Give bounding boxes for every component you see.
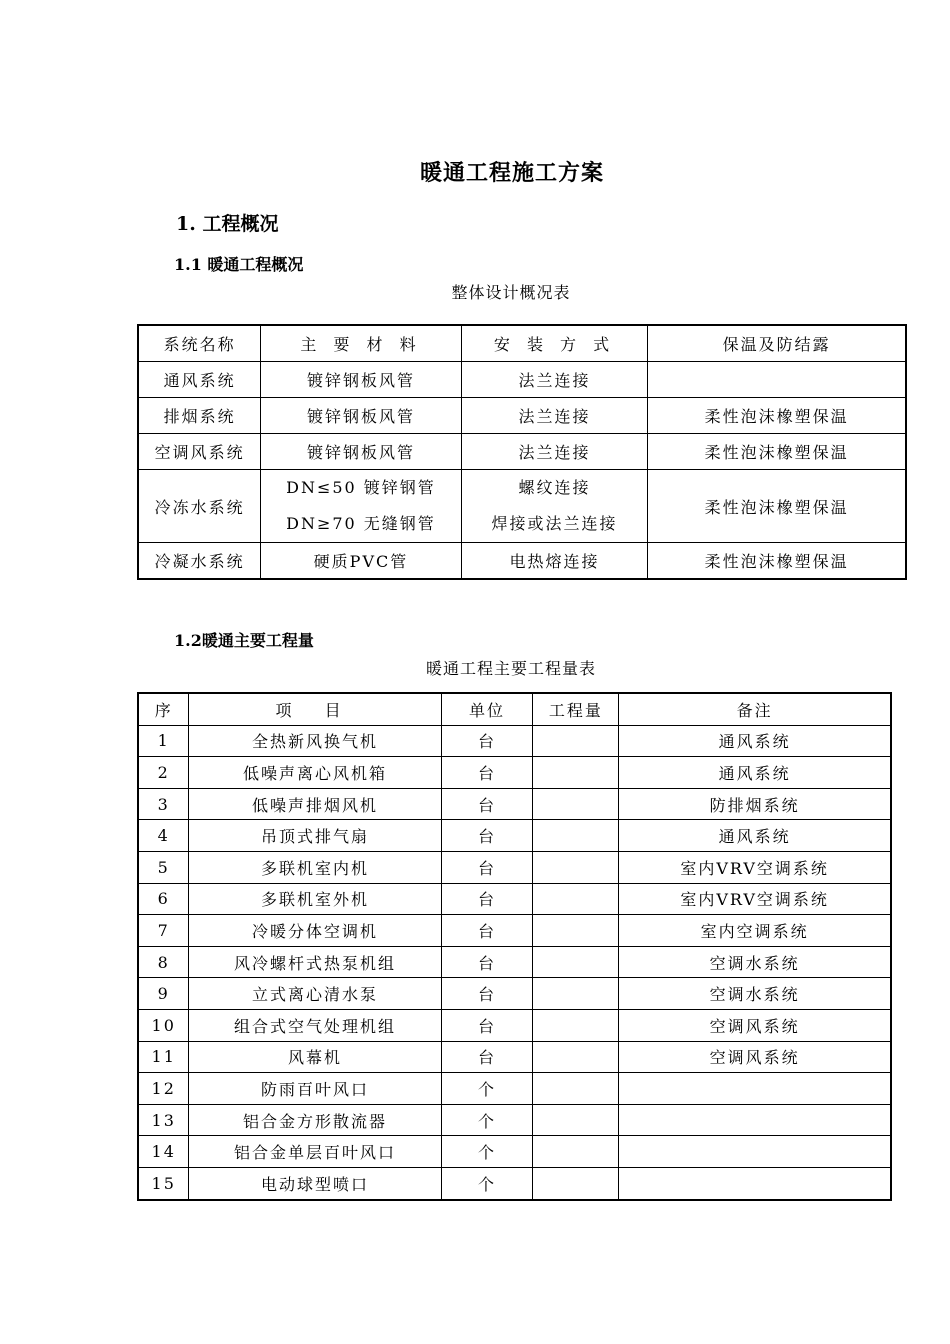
table-cell: 镀锌钢板风管 [261, 362, 462, 398]
table-row [138, 1073, 891, 1105]
table-cell: 个 [441, 1073, 533, 1105]
table-row [138, 725, 891, 757]
table-cell [533, 1009, 619, 1041]
table-cell: 台 [441, 851, 533, 883]
design-overview-table [137, 324, 907, 580]
table-cell: 室内VRV空调系统 [619, 851, 891, 883]
section-heading-1-2: 1.2暖通主要工程量 [174, 631, 314, 650]
table-cell: 通风系统 [619, 820, 891, 852]
method-line-2: 焊接或法兰连接 [491, 514, 618, 533]
table-cell: 柔性泡沫橡塑保温 [648, 434, 906, 470]
table-cell: 防雨百叶风口 [189, 1073, 441, 1105]
table-cell: 12 [138, 1073, 189, 1105]
table-cell: 通风系统 [619, 725, 891, 757]
table-row [138, 788, 891, 820]
table-cell: 台 [441, 1041, 533, 1073]
method-line-1: 螺纹连接 [518, 478, 591, 497]
table-cell: 硬质PVC管 [261, 543, 462, 580]
table-row [138, 434, 906, 470]
table-cell: 柔性泡沫橡塑保温 [648, 398, 906, 434]
table-cell: 铝合金单层百叶风口 [189, 1136, 441, 1168]
table-row [138, 1104, 891, 1136]
table-cell: 7 [138, 915, 189, 947]
table-cell [533, 820, 619, 852]
table-cell: 立式离心清水泵 [189, 978, 441, 1010]
quantity-table [137, 692, 892, 1201]
table-cell [533, 1104, 619, 1136]
table2-caption: 暖通工程主要工程量表 [425, 659, 596, 678]
table-cell: 个 [441, 1104, 533, 1136]
table-cell: 台 [441, 1009, 533, 1041]
table-cell: 3 [138, 788, 189, 820]
table-cell: 9 [138, 978, 189, 1010]
table-cell: 8 [138, 946, 189, 978]
table-cell: 个 [441, 1136, 533, 1168]
header-cell: 项 目 [189, 693, 441, 725]
table-row [138, 470, 906, 543]
table-cell: 风幕机 [189, 1041, 441, 1073]
table-row [138, 851, 891, 883]
table-row [138, 915, 891, 947]
table-cell: 台 [441, 820, 533, 852]
table-header-row [138, 693, 891, 725]
table-cell: 空调风系统 [138, 434, 261, 470]
table-cell: 风冷螺杆式热泵机组 [189, 946, 441, 978]
table-row [138, 1136, 891, 1168]
table-cell: 低噪声排烟风机 [189, 788, 441, 820]
header-cell: 序 [138, 693, 189, 725]
table-cell [619, 1136, 891, 1168]
table-cell: 铝合金方形散流器 [189, 1104, 441, 1136]
table1-caption: 整体设计概况表 [451, 283, 571, 302]
table-cell: 11 [138, 1041, 189, 1073]
table-cell: 6 [138, 883, 189, 915]
table-row [138, 883, 891, 915]
table-cell [533, 978, 619, 1010]
table-cell: 冷冻水系统 [138, 470, 261, 543]
table-row [138, 757, 891, 789]
table-cell: 防排烟系统 [619, 788, 891, 820]
table-cell: 通风系统 [138, 362, 261, 398]
table-row [138, 543, 906, 580]
table-cell: 柔性泡沫橡塑保温 [648, 543, 906, 580]
section-heading-1-1: 1.1 暖通工程概况 [174, 255, 304, 274]
table-cell: 冷凝水系统 [138, 543, 261, 580]
table-cell: 台 [441, 757, 533, 789]
table-cell [533, 1136, 619, 1168]
table-cell: 冷暖分体空调机 [189, 915, 441, 947]
table-cell: 4 [138, 820, 189, 852]
table-row [138, 820, 891, 852]
table-cell [461, 470, 647, 543]
material-line-2: DN≥70 无缝钢管 [286, 514, 436, 533]
header-cell: 主 要 材 料 [261, 325, 462, 362]
table-row [138, 362, 906, 398]
document-title: 暖通工程施工方案 [419, 160, 604, 186]
table-cell: 法兰连接 [461, 434, 647, 470]
table-cell [533, 788, 619, 820]
table-cell: 柔性泡沫橡塑保温 [648, 470, 906, 543]
table-cell [533, 883, 619, 915]
table-row [138, 1167, 891, 1199]
table-cell: 电动球型喷口 [189, 1167, 441, 1199]
table-header-row [138, 325, 906, 362]
table-cell: 台 [441, 978, 533, 1010]
table-cell: 电热熔连接 [461, 543, 647, 580]
table-row [138, 1041, 891, 1073]
table-cell: 台 [441, 883, 533, 915]
table-cell: 空调水系统 [619, 978, 891, 1010]
table-cell: 低噪声离心风机箱 [189, 757, 441, 789]
table-cell [648, 362, 906, 398]
table-cell: 法兰连接 [461, 398, 647, 434]
table-cell: 14 [138, 1136, 189, 1168]
table-cell [533, 725, 619, 757]
header-cell: 工程量 [533, 693, 619, 725]
table-cell: 室内空调系统 [619, 915, 891, 947]
table-cell: 10 [138, 1009, 189, 1041]
table-cell: 多联机室内机 [189, 851, 441, 883]
table-cell [533, 946, 619, 978]
section-heading-1: 1. 工程概况 [176, 213, 279, 235]
table-cell: 5 [138, 851, 189, 883]
table-cell: 1 [138, 725, 189, 757]
table-cell: 空调风系统 [619, 1041, 891, 1073]
header-cell: 保温及防结露 [648, 325, 906, 362]
table-row [138, 1009, 891, 1041]
table-cell: 法兰连接 [461, 362, 647, 398]
table-cell: 台 [441, 725, 533, 757]
table-cell [261, 470, 462, 543]
table-cell: 13 [138, 1104, 189, 1136]
table-cell: 台 [441, 915, 533, 947]
table-cell [533, 757, 619, 789]
table-cell [619, 1104, 891, 1136]
table-cell [533, 1167, 619, 1199]
table-cell [619, 1167, 891, 1199]
table-cell [533, 1041, 619, 1073]
header-cell: 安 装 方 式 [461, 325, 647, 362]
table-cell: 空调风系统 [619, 1009, 891, 1041]
table-cell: 多联机室外机 [189, 883, 441, 915]
table-cell: 吊顶式排气扇 [189, 820, 441, 852]
table-cell: 镀锌钢板风管 [261, 434, 462, 470]
table-cell [533, 915, 619, 947]
table-cell: 室内VRV空调系统 [619, 883, 891, 915]
table-cell: 全热新风换气机 [189, 725, 441, 757]
table-cell: 排烟系统 [138, 398, 261, 434]
table-row [138, 978, 891, 1010]
table-cell: 15 [138, 1167, 189, 1199]
table-cell: 镀锌钢板风管 [261, 398, 462, 434]
table-row [138, 946, 891, 978]
header-cell: 单位 [441, 693, 533, 725]
table-cell: 台 [441, 788, 533, 820]
header-cell: 备注 [619, 693, 891, 725]
table-cell: 台 [441, 946, 533, 978]
table-cell [533, 851, 619, 883]
table-row [138, 398, 906, 434]
material-line-1: DN≤50 镀锌钢管 [286, 478, 436, 497]
table-cell: 通风系统 [619, 757, 891, 789]
table-cell [619, 1073, 891, 1105]
header-cell: 系统名称 [138, 325, 261, 362]
table-cell: 组合式空气处理机组 [189, 1009, 441, 1041]
table-cell [533, 1073, 619, 1105]
table-cell: 空调水系统 [619, 946, 891, 978]
table-cell: 个 [441, 1167, 533, 1199]
table-cell: 2 [138, 757, 189, 789]
